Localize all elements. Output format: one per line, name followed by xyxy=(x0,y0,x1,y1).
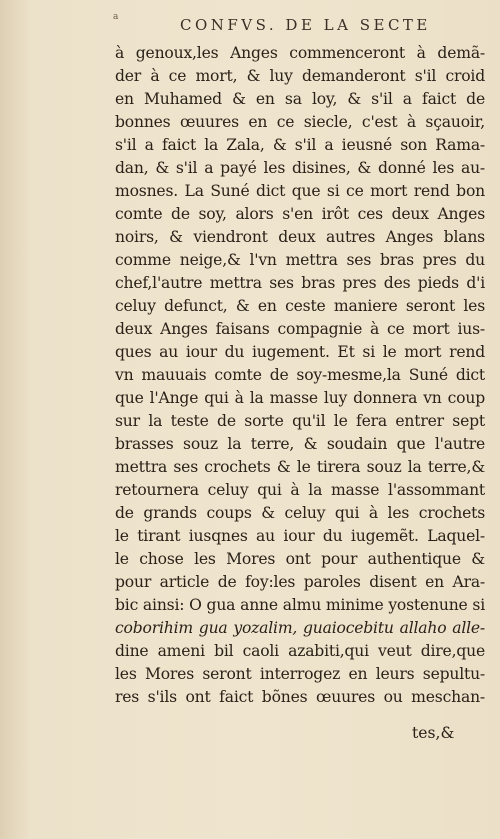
text-line: le chose les Mores ont pour authentique & xyxy=(115,550,485,568)
text-line: deux Anges faisans compagnie à ce mort ius- xyxy=(115,320,485,338)
text-line: der à ce mort, & luy demanderont s'il croid xyxy=(115,67,485,85)
text-line: chef,l'autre mettra ses bras pres des pieds d'i xyxy=(115,274,485,292)
text-line: noirs, & viendront deux autres Anges blans xyxy=(115,228,485,246)
text-line: brasses souz la terre, & soudain que l'autre xyxy=(115,435,485,453)
text-line: celuy defunct, & en ceste maniere seront les xyxy=(115,297,485,315)
catchword: tes,& xyxy=(412,724,455,742)
running-head: CONFVS. DE LA SECTE xyxy=(180,16,431,34)
text-line: les Mores seront interrogez en leurs sepultu- xyxy=(115,665,485,683)
text-line: mettra ses crochets & le tirera souz la terre,& xyxy=(115,458,485,476)
text-line: que l'Ange qui à la masse luy donnera vn coup xyxy=(115,389,485,407)
page-mark: a xyxy=(113,12,119,22)
body-text xyxy=(115,42,485,709)
text-line: sur la teste de sorte qu'il le fera entrer sept xyxy=(115,412,485,430)
text-line: pour article de foy:les paroles disent en Ara- xyxy=(115,573,485,591)
text-line: de grands coups & celuy qui à les crochets xyxy=(115,504,485,522)
text-line: dine ameni bil caoli azabiti,qui veut dire,que xyxy=(115,642,485,660)
text-line-arabic: coborihim gua yozalim, guaiocebitu allaho alle- xyxy=(115,619,485,637)
text-line: bic ainsi: O gua anne almu minime yostenune si xyxy=(115,596,485,614)
text-line: mosnes. La Suné dict que si ce mort rend bon xyxy=(115,182,485,200)
text-line: bonnes œuures en ce siecle, c'est à sçauoir, xyxy=(115,113,485,131)
text-line: res s'ils ont faict bõnes œuures ou meschan- xyxy=(115,688,485,706)
text-line: vn mauuais comte de soy-mesme,la Suné dict xyxy=(115,366,485,384)
text-line: à genoux,les Anges commenceront à demã- xyxy=(115,44,485,62)
text-line: dan, & s'il a payé les disines, & donné les au- xyxy=(115,159,485,177)
text-line: ques au iour du iugement. Et si le mort rend xyxy=(115,343,485,361)
text-line: comme neige,& l'vn mettra ses bras pres du xyxy=(115,251,485,269)
text-line: retournera celuy qui à la masse l'assommant xyxy=(115,481,485,499)
text-line: le tirant iusqnes au iour du iugemẽt. Laquel- xyxy=(115,527,485,545)
text-line: comte de soy, alors s'en irôt ces deux Anges xyxy=(115,205,485,223)
text-line: en Muhamed & en sa loy, & s'il a faict de xyxy=(115,90,485,108)
text-line: s'il a faict la Zala, & s'il a ieusné son Rama- xyxy=(115,136,485,154)
